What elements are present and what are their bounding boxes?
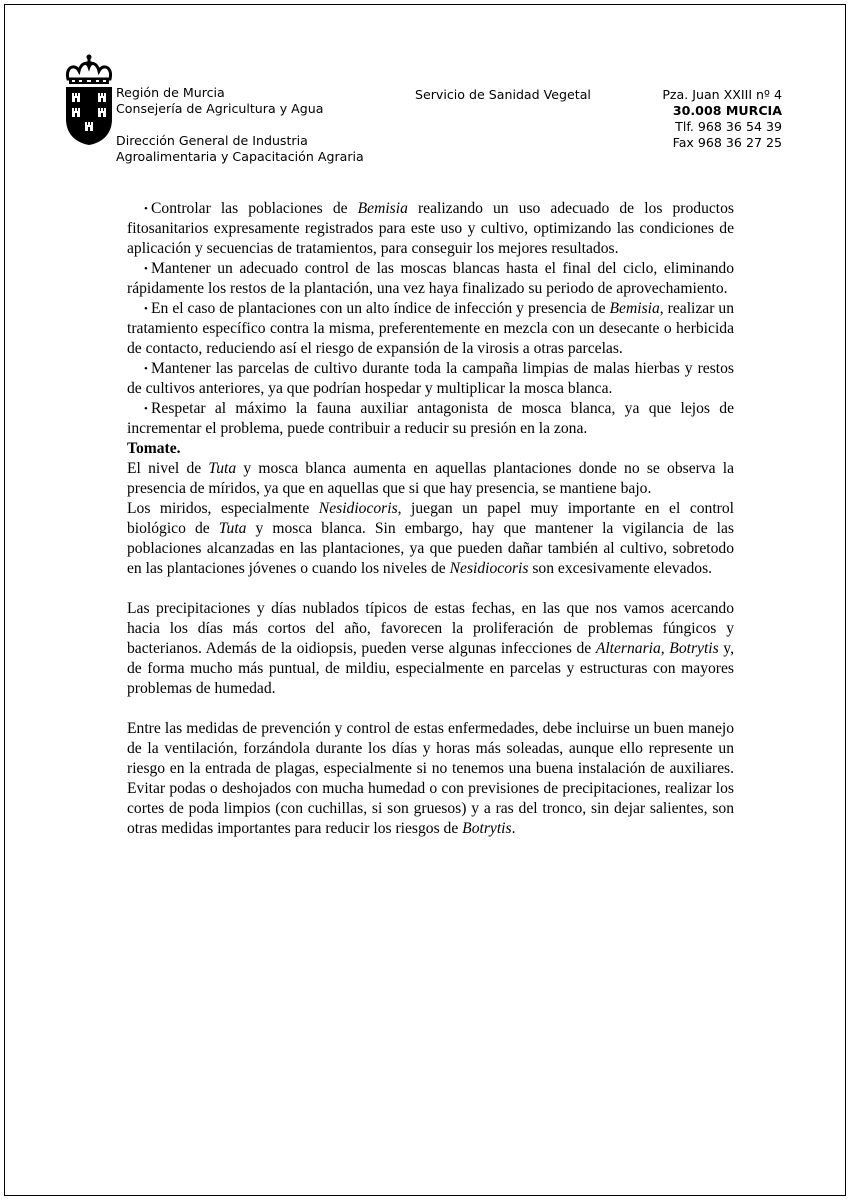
- document-body: [127, 199, 734, 859]
- bullet-icon: •: [144, 203, 148, 215]
- italic-term: Nesidiocoris: [449, 560, 529, 577]
- bullet-item: [127, 259, 734, 299]
- paragraph: [127, 599, 734, 699]
- text-run: Mantener las parcelas de cultivo durante toda la campaña limpias de malas hierbas y restos de cultivos anteriores, ya que podrían hospedar y multiplicar la mosca blanca.: [127, 360, 734, 397]
- text-run: Las precipitaciones y días nublados típicos de estas fechas, en las que nos vamos acercando hacia los días más cortos del año, favorecen la proliferación de problemas fúngicos y bacterianos. Además de la oidiopsis, pueden verse algunas infecciones de: [127, 600, 734, 657]
- italic-term: Bemisia: [609, 300, 660, 317]
- phone: Tlf. 968 36 54 39: [675, 119, 782, 134]
- document-page: [4, 4, 846, 1196]
- text-run: Respetar al máximo la fauna auxiliar antagonista de mosca blanca, ya que lejos de incrementar el problema, puede contribuir a reducir su presión en la zona.: [127, 400, 734, 437]
- bullet-item: [127, 399, 734, 439]
- header-contact: [662, 87, 782, 151]
- bullet-icon: •: [144, 263, 148, 275]
- italic-term: Alternaria, Botrytis: [595, 640, 719, 657]
- directorate-name: Dirección General de Industria: [116, 133, 308, 148]
- italic-term: Tuta: [208, 460, 237, 477]
- fax: Fax 968 36 27 25: [672, 135, 782, 150]
- text-run: Controlar las poblaciones de: [151, 200, 358, 217]
- text-run: y, de forma mucho más puntual, de mildiu, especialmente en parcelas y estructuras con mayores problemas de humedad.: [127, 640, 734, 697]
- text-run: y mosca blanca aumenta en aquellas plantaciones donde no se observa la presencia de míridos, ya que en aquellas que si que hay presencia, se mantiene bajo.: [127, 460, 734, 497]
- text-run: realizando un uso adecuado de los productos fitosanitarios expresamente registrados para este uso y cultivo, optimizando las condiciones de aplicación y secuencias de tratamientos, para conseguir los mejores resultados.: [127, 200, 734, 257]
- service-name: Servicio de Sanidad Vegetal: [415, 87, 591, 102]
- region-coat-of-arms-logo: [63, 53, 115, 147]
- ministry-name: Consejería de Agricultura y Agua: [116, 101, 324, 116]
- header-organization: [116, 85, 364, 165]
- italic-term: Botrytis: [462, 820, 512, 837]
- bullet-icon: •: [144, 303, 148, 315]
- italic-term: Tuta: [218, 520, 247, 537]
- section-body: [127, 459, 734, 839]
- text-run: son excesivamente elevados.: [528, 560, 713, 577]
- postal-city: 30.008 MURCIA: [672, 103, 782, 118]
- text-run: En el caso de plantaciones con un alto índice de infección y presencia de: [151, 300, 610, 317]
- text-run: El nivel de: [127, 460, 209, 477]
- directorate-name-cont: Agroalimentaria y Capacitación Agraria: [116, 149, 364, 164]
- text-run: Entre las medidas de prevención y control de estas enfermedades, debe incluirse un buen manejo de la ventilación, forzándola durante los días y horas más soleadas, aunque ello represente un riesgo en la entrada de plagas, especialmente si no tenemos una buena instalación de auxiliares. Evitar podas o deshojados con mucha humedad o con previsiones de precipitaciones, realizar los cortes de poda limpios (con cuchillas, si son gruesos) y a ras del tronco, sin dejar salientes, son otras medidas importantes para reducir los riesgos de: [127, 720, 734, 837]
- paragraph: [127, 499, 734, 579]
- text-run: Los miridos, especialmente: [127, 500, 319, 517]
- text-run: y mosca blanca. Sin embargo, hay que mantener la vigilancia de las poblaciones alcanzadas en las plantaciones, ya que pueden dañar también al cultivo, sobretodo en las plantaciones jóvenes o cuando los niveles de: [127, 520, 734, 577]
- paragraph: [127, 459, 734, 499]
- bullet-item: [127, 199, 734, 259]
- text-run: .: [511, 820, 516, 837]
- bullet-item: [127, 299, 734, 359]
- text-run: Mantener un adecuado control de las moscas blancas hasta el final del ciclo, eliminando rápidamente los restos de la plantación, una vez haya finalizado su periodo de aprovechamiento.: [127, 260, 734, 297]
- address: Pza. Juan XXIII nº 4: [662, 87, 782, 102]
- paragraph: [127, 719, 734, 839]
- bullet-icon: •: [144, 363, 148, 375]
- header-service: [415, 87, 591, 103]
- bullet-icon: •: [144, 403, 148, 415]
- italic-term: Nesidiocoris: [318, 500, 398, 517]
- org-name: Región de Murcia: [116, 85, 225, 100]
- recommendation-list: [127, 199, 734, 439]
- text-run: , juegan un papel muy importante en el control biológico de: [127, 500, 734, 537]
- bullet-item: [127, 359, 734, 399]
- italic-term: Bemisia: [357, 200, 408, 217]
- text-run: , realizar un tratamiento específico contra la misma, preferentemente en mezcla con un desecante o herbicida de contacto, reduciendo así el riesgo de expansión de la virosis a otras parcelas.: [127, 300, 734, 357]
- section-title: Tomate.: [127, 440, 181, 457]
